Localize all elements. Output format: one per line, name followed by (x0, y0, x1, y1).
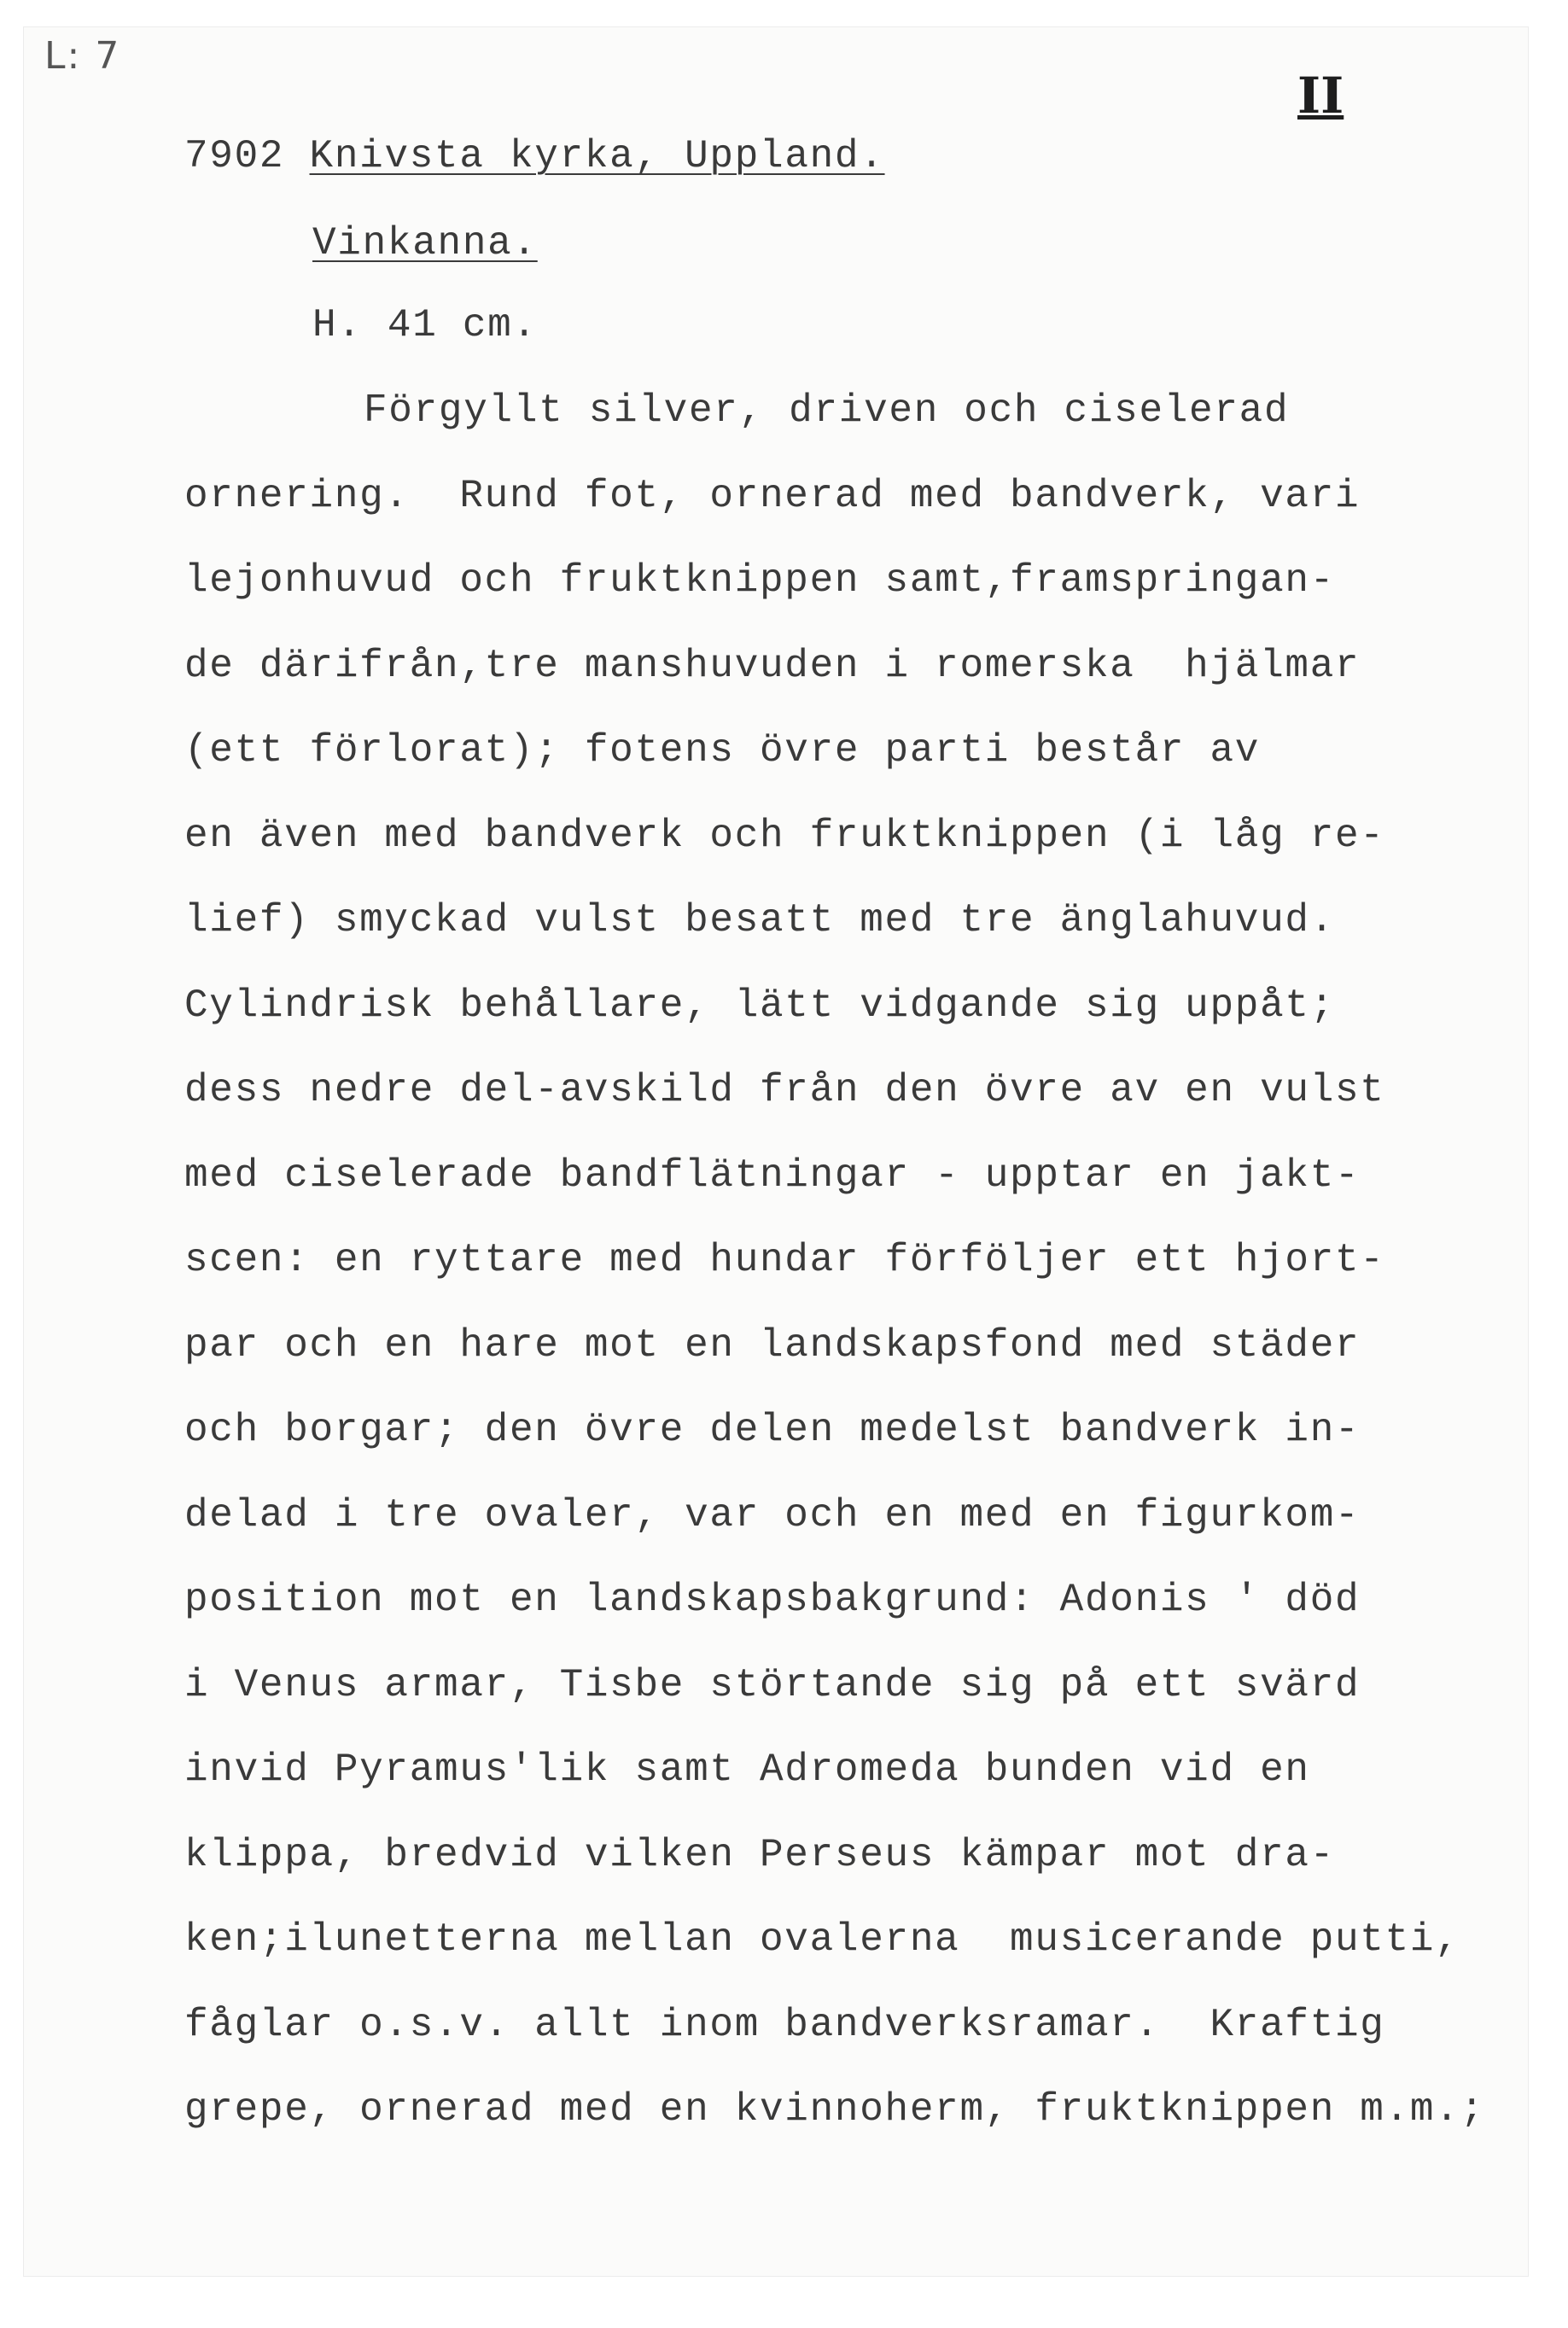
object-name: Vinkanna. (312, 221, 538, 265)
body-line: fåglar o.s.v. allt inom bandverksramar. Kraftig (184, 2003, 1385, 2047)
section-mark: II (1297, 67, 1344, 125)
body-line: delad i tre ovaler, var och en med en figurkom- (184, 1493, 1361, 1537)
body-line: grepe, ornerad med en kvinnoherm, fruktknippen m.m.; (184, 2087, 1485, 2132)
body-line: med ciselerade bandflätningar - upptar en jakt- (184, 1153, 1361, 1198)
body-line: lejonhuvud och fruktknippen samt,framspringan- (184, 558, 1336, 603)
body-line: i Venus armar, Tisbe störtande sig på ett svärd (184, 1663, 1361, 1707)
location-title: Knivsta kyrka, Uppland. (309, 134, 885, 178)
body-line: (ett förlorat); fotens övre parti består av (184, 728, 1261, 773)
body-line: och borgar; den övre delen medelst bandverk in- (184, 1408, 1361, 1452)
object-title (312, 221, 538, 265)
body-line: position mot en landskapsbakgrund: Adonis ' död (184, 1578, 1361, 1622)
body-line: Förgyllt silver, driven och ciselerad (364, 388, 1290, 433)
body-line: de därifrån,tre manshuvuden i romerska hjälmar (184, 644, 1361, 688)
catalog-heading (184, 134, 885, 178)
object-height: H. 41 cm. (312, 303, 538, 347)
body-line: scen: en ryttare med hundar förföljer ett hjort- (184, 1238, 1385, 1282)
body-line: par och en hare mot en landskapsfond med städer (184, 1323, 1361, 1368)
body-line: ornering. Rund fot, ornerad med bandverk, vari (184, 474, 1361, 518)
body-line: klippa, bredvid vilken Perseus kämpar mot dra- (184, 1833, 1336, 1877)
body-line: dess nedre del-avskild från den övre av en vulst (184, 1068, 1385, 1112)
body-line: ken;ilunetterna mellan ovalerna musicerande putti, (184, 1917, 1460, 1962)
body-line: Cylindrisk behållare, lätt vidgande sig uppåt; (184, 983, 1336, 1028)
margin-note: L: 7 (44, 34, 121, 78)
body-line: en även med bandverk och fruktknippen (i låg re- (184, 814, 1385, 858)
body-line: lief) smyckad vulst besatt med tre änglahuvud. (184, 898, 1336, 942)
body-line: invid Pyramus'lik samt Adromeda bunden vid en (184, 1747, 1310, 1792)
catalog-number: 7902 (184, 134, 285, 178)
